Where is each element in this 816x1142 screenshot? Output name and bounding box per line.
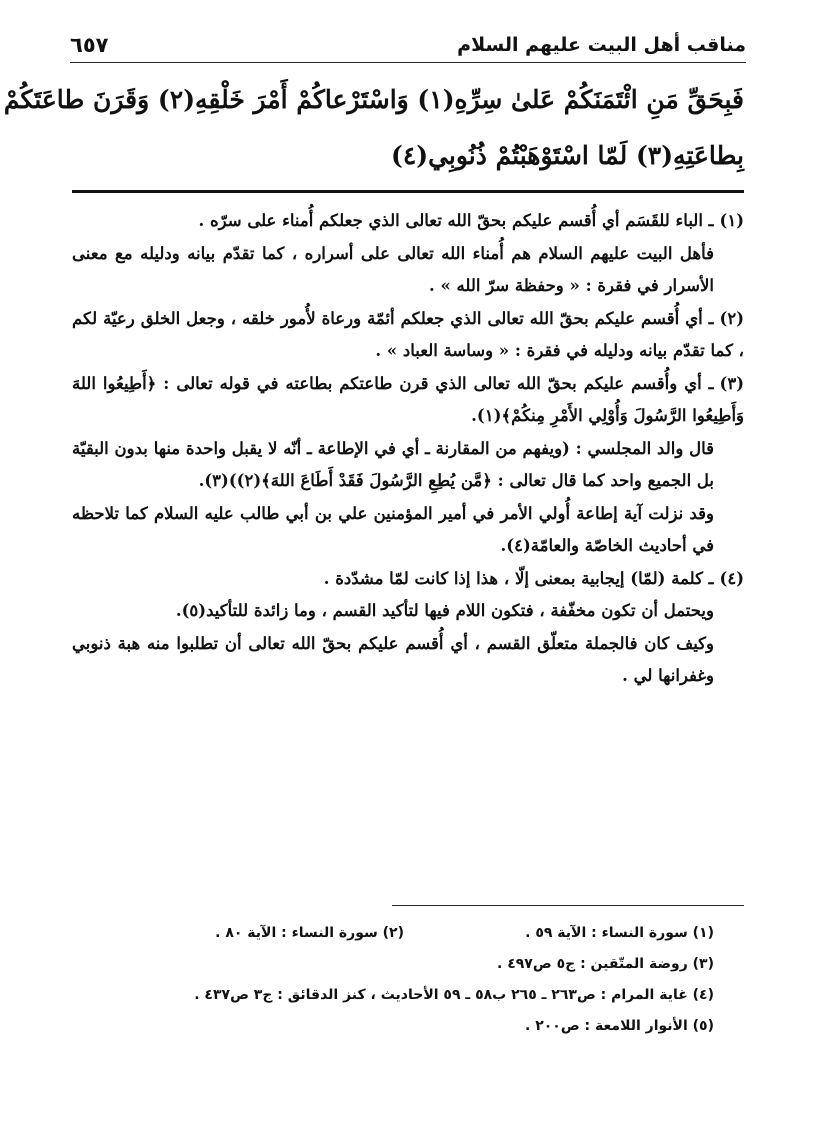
footnote-5: (٥) الأنوار اللامعة : ص٢٠٠ . [525, 1018, 714, 1034]
note-text-2: فأهل البيت عليهم السلام هم أُمناء الله تعالى على أسراره ، كما تقدّم بيانه ودليله مع معنى الأسرار في فقرة : « وحفظة سرّ الله » . [72, 243, 714, 295]
note-number-1: (١) [719, 211, 744, 230]
commentary-paragraph-4 [72, 368, 744, 433]
commentary-paragraph-8 [72, 595, 744, 628]
header-title: مناقب أهل البيت عليهم السلام [457, 34, 746, 56]
running-header [70, 28, 746, 62]
note-number-3: (٣) [719, 373, 744, 393]
footnote-row [72, 949, 744, 980]
commentary-paragraph-2 [72, 238, 744, 303]
commentary-paragraph-5 [72, 433, 744, 498]
commentary-paragraph-7 [72, 563, 744, 596]
footnote-row [72, 980, 744, 1011]
footnote-1: (١) سورة النساء : الآية ٥٩ . [525, 925, 714, 941]
note-text-4: ـ أي وأُقسم عليكم بحقّ الله تعالى الذي قرن طاعتكم بطاعته في قوله تعالى : ﴿أَطِيعُوا اللهَ وَأَطِيعُوا الرَّسُولَ وَأُوْلِي الأَمْرِ مِنكُمْ﴾(١). [72, 373, 744, 425]
note-number-4: (٤) [719, 568, 744, 588]
footnotes-section [72, 918, 744, 1042]
commentary-paragraph-1 [72, 205, 744, 238]
main-verse-text [3, 72, 744, 188]
commentary-paragraph-3 [72, 303, 744, 368]
header-divider [70, 62, 746, 63]
verse-line-1: فَبِحَقِّ مَنِ ائْتَمَنَكُمْ عَلىٰ سِرِّهِ(١) وَاسْتَرْعاكُمْ أَمْرَ خَلْقِهِ(٢) وَقَرَنَ طاعَتَكُمْ [3, 85, 744, 114]
note-text-3: ـ أي أُقسم عليكم بحقّ الله تعالى الذي جعلكم أئمّة ورعاة لأُمور خلقه ، وجعل الخلق رعيّة لكم ، كما تقدّم بيانه ودليله في فقرة : « وساسة العباد » . [72, 308, 744, 360]
note-text-9: وكيف كان فالجملة متعلّق القسم ، أي أُقسم عليكم بحقّ الله تعالى أن تطلبوا منه هبة ذنوبي وغفرانها لي . [72, 633, 714, 685]
footnote-2: (٢) سورة النساء : الآية ٨٠ . [215, 925, 404, 941]
note-text-6: وقد نزلت آية إطاعة أُولي الأمر في أمير المؤمنين علي بن أبي طالب عليه السلام كما تلاحظه في أحاديث الخاصّة والعامّة(٤). [72, 503, 714, 555]
verse-line-2: بِطاعَتِهِ(٣) لَمّا اسْتَوْهَبْتُمْ ذُنُوبِي(٤) [390, 141, 744, 170]
commentary-paragraph-6 [72, 498, 744, 563]
page-number: ٦٥٧ [70, 33, 109, 57]
footnote-row [72, 1011, 744, 1042]
footnote-divider [392, 905, 744, 906]
note-text-7: ـ كلمة (لمّا) إيجابية بمعنى إلّا ، هذا إذا كانت لمّا مشدّدة . [323, 568, 714, 588]
commentary-section [72, 205, 744, 693]
footnote-3: (٣) روضة المتّقين : ج٥ ص٤٩٧ . [497, 956, 714, 972]
note-text-8: ويحتمل أن تكون مخفّفة ، فتكون اللام فيها لتأكيد القسم ، وما زائدة للتأكيد(٥). [175, 601, 714, 620]
main-text-divider [72, 190, 744, 193]
commentary-paragraph-9 [72, 628, 744, 693]
footnote-row [72, 918, 744, 949]
note-text-5: قال والد المجلسي : (ويفهم من المقارنة ـ أي في الإطاعة ـ أنّه لا يقبل واحدة منها بدون البقيّة بل الجميع واحد كما قال تعالى : ﴿مَّن يُطِعِ الرَّسُولَ فَقَدْ أَطَاعَ اللهَ﴾(٢))(٣). [72, 438, 714, 490]
footnote-4: (٤) غاية المرام : ص٢٦٣ ـ ٢٦٥ ب٥٨ ـ ٥٩ الأحاديث ، كنز الدقائق : ج٣ ص٤٣٧ . [194, 987, 714, 1003]
note-number-2: (٢) [719, 308, 744, 328]
note-text-1: ـ الباء للقَسَم أي أُقسم عليكم بحقّ الله تعالى الذي جعلكم أُمناء على سرّه . [198, 211, 714, 230]
